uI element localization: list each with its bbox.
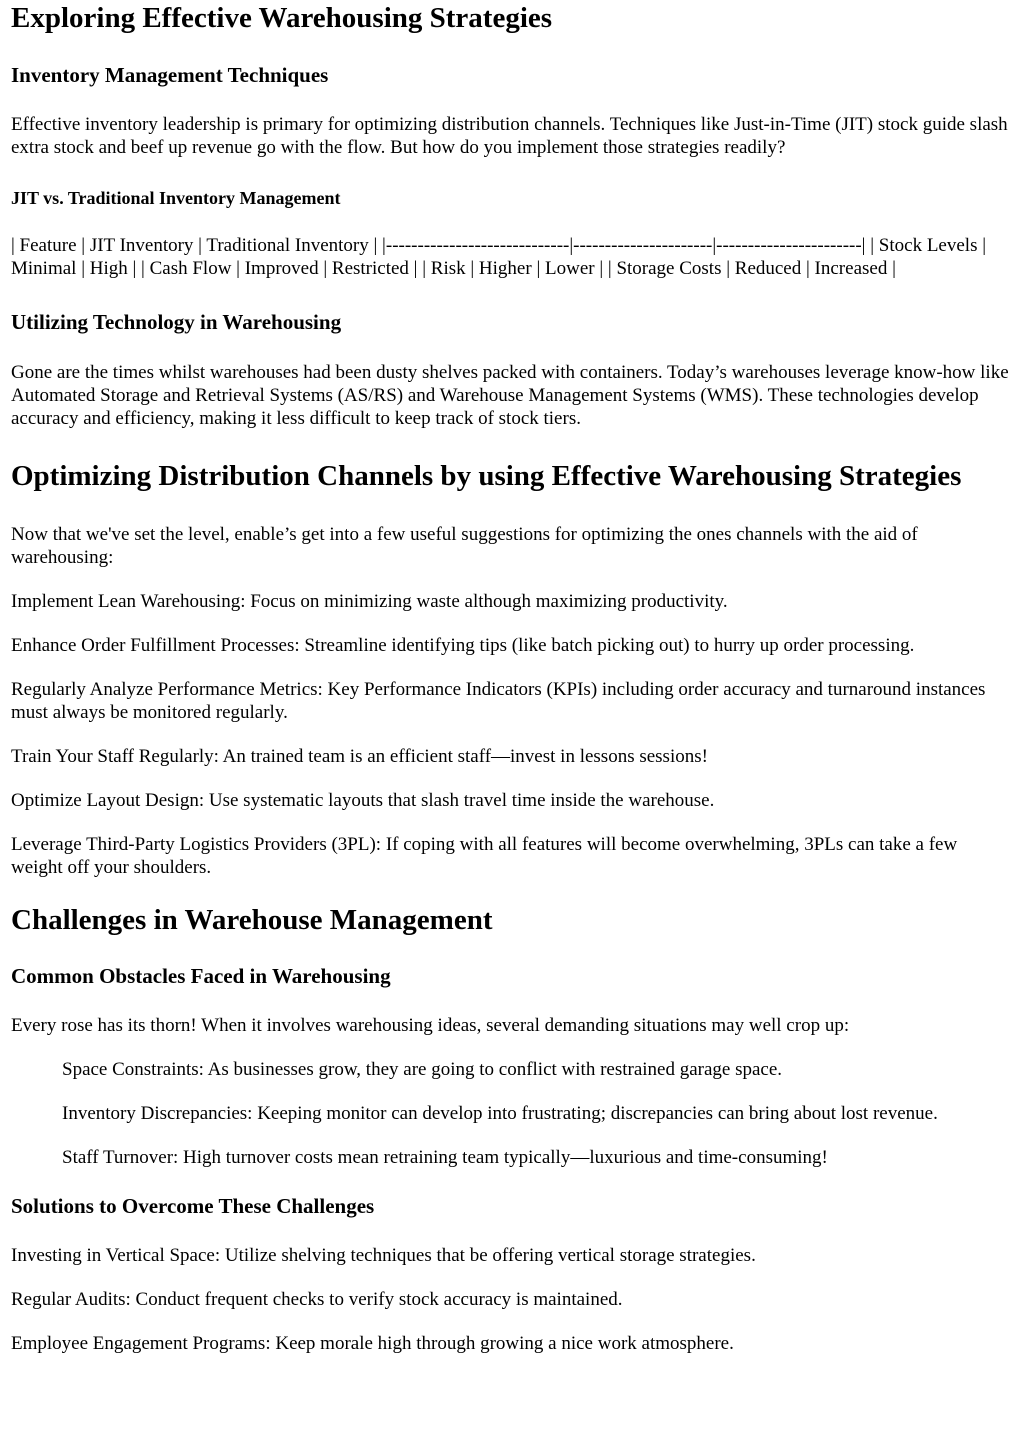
comparison-heading: JIT vs. Traditional Inventory Management xyxy=(11,188,341,208)
list-item: Train Your Staff Regularly: An trained team is an efficient staff—invest in lessons sessions! xyxy=(11,746,708,767)
section-heading-obstacles: Common Obstacles Faced in Warehousing xyxy=(11,964,391,988)
solutions-list xyxy=(11,1244,1013,1355)
obstacles-intro-paragraph: Every rose has its thorn! When it involves warehousing ideas, several demanding situations may well crop up: xyxy=(11,1015,850,1036)
technology-paragraph: Gone are the times whilst warehouses had been dusty shelves packed with containers. Today’s warehouses leverage know-how like Automated Storage and Retrieval Systems (AS/RS) and Warehouse Management Systems (WMS). These technologies develop accuracy and efficiency, making it less difficult to keep track of stock tiers. xyxy=(11,362,1009,429)
list-item: Inventory Discrepancies: Keeping monitor can develop into frustrating; discrepancies can bring about lost revenue. xyxy=(62,1103,938,1124)
list-item: Enhance Order Fulfillment Processes: Streamline identifying tips (like batch picking out) to hurry up order processing. xyxy=(11,635,915,656)
list-item: Leverage Third-Party Logistics Providers (3PL): If coping with all features will become overwhelming, 3PLs can take a few weight off your shoulders. xyxy=(11,834,958,878)
list-item: Space Constraints: As businesses grow, they are going to conflict with restrained garage space. xyxy=(62,1059,783,1080)
list-item: Investing in Vertical Space: Utilize shelving techniques that be offering vertical storage strategies. xyxy=(11,1245,756,1266)
list-item: Regularly Analyze Performance Metrics: Key Performance Indicators (KPIs) including order accuracy and turnaround instances must always be monitored regularly. xyxy=(11,679,986,723)
section-heading-solutions: Solutions to Overcome These Challenges xyxy=(11,1194,375,1218)
optimizing-intro-paragraph: Now that we've set the level, enable’s get into a few useful suggestions for optimizing the ones channels with the aid of warehousing: xyxy=(11,524,918,568)
obstacles-list xyxy=(11,1058,1013,1169)
optimizing-tips-list xyxy=(11,590,1013,879)
list-item: Implement Lean Warehousing: Focus on minimizing waste although maximizing productivity. xyxy=(11,591,728,612)
list-item: Staff Turnover: High turnover costs mean retraining team typically—luxurious and time-consuming! xyxy=(62,1147,828,1168)
section-title-optimizing: Optimizing Distribution Channels by using Effective Warehousing Strategies xyxy=(11,460,962,492)
page-title: Exploring Effective Warehousing Strategies xyxy=(11,2,553,34)
list-item: Regular Audits: Conduct frequent checks to verify stock accuracy is maintained. xyxy=(11,1289,623,1310)
list-item: Employee Engagement Programs: Keep morale high through growing a nice work atmosphere. xyxy=(11,1333,734,1354)
section-heading-technology: Utilizing Technology in Warehousing xyxy=(11,310,342,334)
section-heading-inventory: Inventory Management Techniques xyxy=(11,63,329,87)
comparison-table-text: | Feature | JIT Inventory | Traditional Inventory | |-----------------------------|----------------------|-----------------------| | Stock Levels | Minimal | High | | Cash Flow | Improved | Restricted | | Risk | Higher | Lower | | Storage Costs | Reduced | Increased | xyxy=(11,235,987,279)
inventory-intro-paragraph: Effective inventory leadership is primary for optimizing distribution channels. Techniques like Just-in-Time (JIT) stock guide slash extra stock and beef up revenue go with the flow. But how do you implement those strategies readily? xyxy=(11,114,1008,158)
list-item: Optimize Layout Design: Use systematic layouts that slash travel time inside the warehouse. xyxy=(11,790,715,811)
section-title-challenges: Challenges in Warehouse Management xyxy=(11,904,493,936)
